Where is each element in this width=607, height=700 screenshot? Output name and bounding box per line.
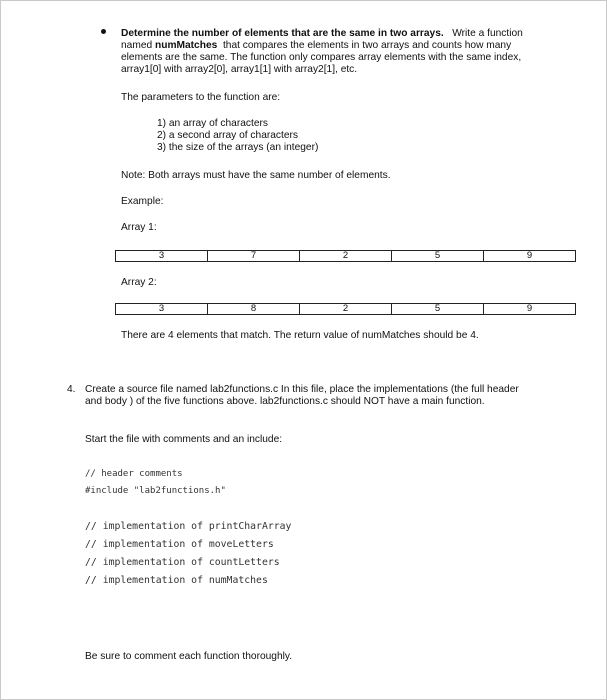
array2-table (115, 303, 576, 315)
array2-cell: 2 (300, 304, 392, 314)
code-impl-line: // implementation of moveLetters (85, 539, 274, 550)
item-number: 4. (67, 384, 76, 395)
bullet-text-a: Write a function (452, 28, 523, 39)
array2-cell: 9 (526, 303, 533, 314)
code-include: #include "lab2functions.h" (85, 486, 226, 496)
array1-label: Array 1: (121, 222, 157, 233)
array2-cell: 5 (392, 304, 484, 314)
note: Note: Both arrays must have the same number of elements. (121, 170, 391, 181)
array1-cell: 7 (208, 251, 300, 261)
array1-cell: 5 (392, 251, 484, 261)
code-impl-line: // implementation of printCharArray (85, 521, 292, 532)
params-intro: The parameters to the function are: (121, 92, 281, 103)
array2-cell: 8 (208, 304, 300, 314)
bullet-text-c: that compares the elements in two arrays and counts how many (222, 40, 512, 51)
function-name: numMatches (155, 40, 218, 51)
closing-note: Be sure to comment each function thoroughly. (85, 651, 293, 662)
bullet-line-2 (121, 40, 511, 52)
bullet-dot (101, 29, 106, 34)
result-text: There are 4 elements that match. The return value of numMatches should be 4. (121, 330, 479, 341)
bullet-line-1 (121, 28, 523, 40)
code-comment-header: // header comments (85, 469, 183, 479)
param-1: 1) an array of characters (157, 118, 268, 129)
start-instruction: Start the file with comments and an include: (85, 434, 283, 445)
array1-cell: 2 (300, 251, 392, 261)
bullet-line-4: array1[0] with array2[0], array1[1] with array2[1], etc. (121, 64, 358, 75)
array1-table (115, 250, 576, 262)
code-impl-line: // implementation of numMatches (85, 575, 268, 586)
code-impl-line: // implementation of countLetters (85, 557, 280, 568)
array1-cell: 3 (116, 251, 208, 261)
param-3: 3) the size of the arrays (an integer) (157, 142, 319, 153)
array1-cell: 9 (526, 250, 533, 261)
item4-line-1: Create a source file named lab2functions.c In this file, place the implementations (the full header (85, 384, 519, 395)
bullet-line-3: elements are the same. The function only compares array elements with the same index, (121, 52, 522, 63)
bullet-title: Determine the number of elements that are the same in two arrays. (121, 28, 444, 39)
example-label: Example: (121, 196, 164, 207)
array2-label: Array 2: (121, 277, 157, 288)
bullet-text-b: named (121, 40, 153, 51)
param-2: 2) a second array of characters (157, 130, 298, 141)
array2-cell: 3 (116, 304, 208, 314)
item4-line-2: and body ) of the five functions above. lab2functions.c should NOT have a main function. (85, 396, 485, 407)
